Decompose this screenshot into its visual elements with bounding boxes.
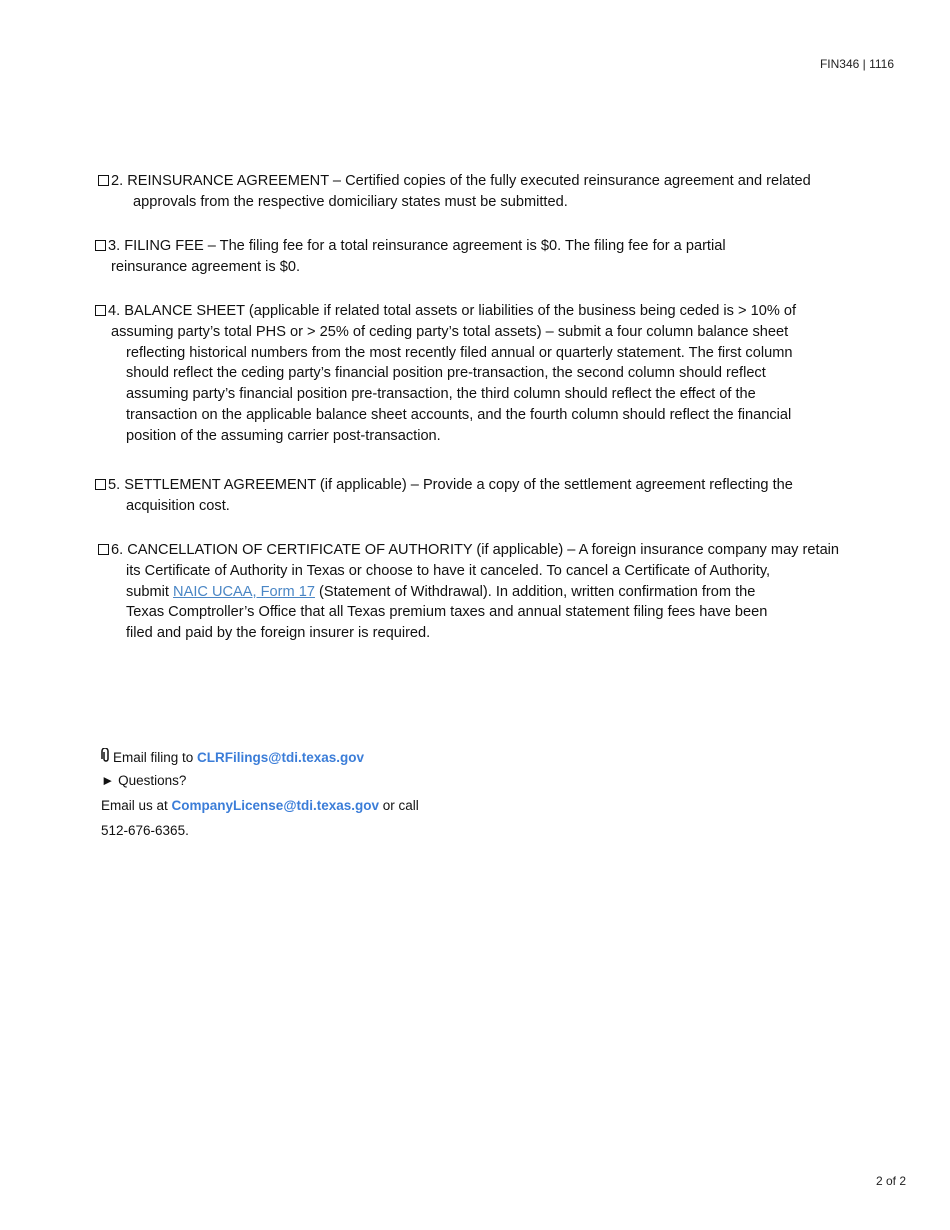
item-4-line-6: transaction on the applicable balance sheet accounts, and the fourth column should reflect the financial [126,406,792,423]
item-6-line-3-prefix: submit [126,583,174,600]
item-4-line-7: position of the assuming carrier post-transaction. [126,427,441,444]
clr-filings-email-link[interactable]: CLRFilings@tdi.texas.gov [197,750,364,765]
page-number: 2 of 2 [875,1174,906,1188]
phone-number: 512-676-6365. [101,823,189,838]
item-2-line-2: approvals from the respective domiciliary states must be submitted. [133,193,568,210]
item-6-line-3-suffix: (Statement of Withdrawal). In addition, written confirmation from the [314,583,756,600]
item-5-line-2: acquisition cost. [126,497,230,514]
email-filing-line [101,748,364,765]
or-call-label: or call [379,798,419,813]
item-6-line-1: 6. CANCELLATION OF CERTIFICATE OF AUTHORITY (if applicable) – A foreign insurance company may retain [111,542,840,558]
checklist-item-6 [98,540,862,644]
item-4-line-5: assuming party’s financial position pre-transaction, the third column should reflect the effect of the [126,386,756,403]
item-5-line-1: 5. SETTLEMENT AGREEMENT (if applicable) – Provide a copy of the settlement agreement reflecting the [108,477,793,493]
email-us-line [101,798,419,813]
item-6-line-3 [98,582,862,603]
item-6-line-4: Texas Comptroller’s Office that all Texas premium taxes and annual statement filing fees have been [126,604,768,621]
checklist-item-5 [95,475,861,517]
email-us-label: Email us at [101,798,172,813]
company-license-email-link[interactable]: CompanyLicense@tdi.texas.gov [171,798,380,813]
checkbox-icon[interactable] [95,305,106,316]
checkbox-icon[interactable] [95,240,106,251]
item-3-line-1: 3. FILING FEE – The filing fee for a total reinsurance agreement is $0. The filing fee for a partial [108,238,726,254]
paperclip-icon [101,748,111,765]
checkbox-icon[interactable] [98,175,109,186]
item-4-line-3: reflecting historical numbers from the most recently filed annual or quarterly statement. The first column [126,344,793,361]
item-4-line-2: assuming party’s total PHS or > 25% of ceding party’s total assets) – submit a four column balance sheet [111,323,789,340]
item-3-line-2: reinsurance agreement is $0. [111,258,301,275]
checkbox-icon[interactable] [98,544,109,555]
email-filing-label: Email filing to [113,750,198,765]
item-4-line-4: should reflect the ceding party’s financial position pre-transaction, the second column should reflect [126,365,766,382]
checklist-item-4 [95,301,861,447]
questions-heading: ► Questions? [101,773,187,788]
naic-ucaa-form-17-link[interactable]: NAIC UCAA, Form 17 [173,583,315,600]
item-6-line-2: its Certificate of Authority in Texas or choose to have it canceled. To cancel a Certificate of Authority, [126,562,771,579]
checklist-item-2 [98,171,862,213]
item-2-line-1: 2. REINSURANCE AGREEMENT – Certified copies of the fully executed reinsurance agreement and related [111,173,811,189]
checkbox-icon[interactable] [95,479,106,490]
item-4-line-1: 4. BALANCE SHEET (applicable if related total assets or liabilities of the business being ceded is > 10% of [108,303,797,319]
form-id: FIN346 | 1116 [819,57,894,71]
checklist-item-3 [95,236,815,278]
item-6-line-5: filed and paid by the foreign insurer is required. [126,625,431,642]
